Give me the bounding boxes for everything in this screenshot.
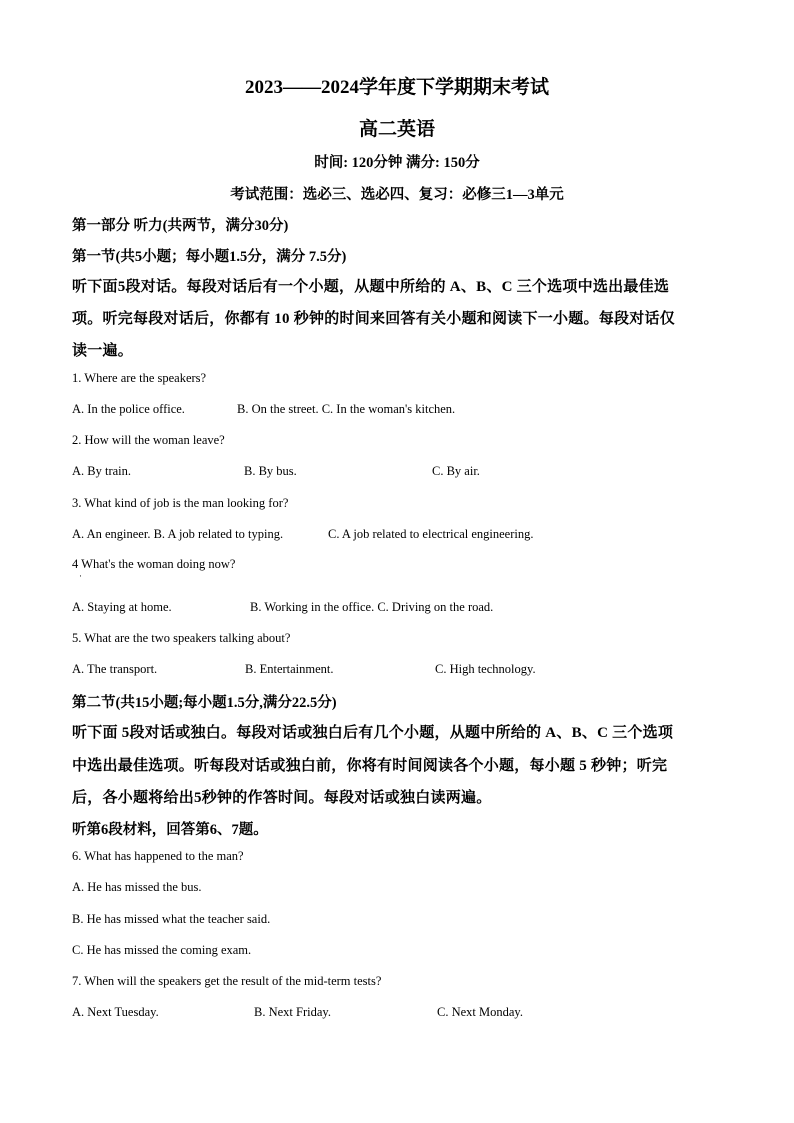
section1-title: 第一节(共5小题；每小题1.5分，满分 7.5分): [72, 249, 347, 265]
question-option: A. By train.: [72, 464, 132, 478]
subject-title: 高二英语: [358, 119, 435, 140]
section2-instruction-line: 后，各小题将给出5秒钟的作答时间。每段对话或独白读两遍。: [72, 790, 492, 806]
question-option: C. A job related to electrical engineering.: [328, 527, 534, 541]
question-option: A. Next Tuesday.: [72, 1005, 159, 1019]
question-option: B. He has missed what the teacher said.: [72, 912, 271, 926]
stray-dot-mark: ·: [79, 571, 82, 581]
question-option: B. Entertainment.: [245, 662, 334, 676]
question-option: B. Working in the office. C. Driving on the road.: [250, 600, 494, 614]
question-stem: 6. What has happened to the man?: [72, 849, 244, 863]
material-header: 听第6段材料，回答第6、7题。: [72, 822, 268, 838]
question-option: B. On the street. C. In the woman's kitchen.: [237, 402, 456, 416]
exam-title: 2023——2024学年度下学期期末考试: [244, 77, 549, 98]
question-option: A. An engineer. B. A job related to typing.: [72, 527, 284, 541]
question-option: C. High technology.: [435, 662, 536, 676]
section2-instruction-line: 听下面 5段对话或独白。每段对话或独白后有几个小题，从题中所给的 A、B、C 三个选项: [72, 725, 674, 741]
section1-instruction-line: 读一遍。: [72, 343, 134, 359]
question-option: A. Staying at home.: [72, 600, 172, 614]
time-info: 时间: 120分钟 满分: 150分: [314, 155, 480, 171]
question-option: A. In the police office.: [72, 402, 185, 416]
section2-instruction-line: 中选出最佳选项。听每段对话或独白前，你将有时间阅读各个小题，每小题 5 秒钟；听完: [72, 758, 668, 774]
question-stem: 5. What are the two speakers talking about?: [72, 631, 291, 645]
section1-instruction-line: 项。听完每段对话后，你都有 10 秒钟的时间来回答有关小题和阅读下一小题。每段对话仅: [72, 311, 676, 327]
question-stem: 1. Where are the speakers?: [72, 371, 207, 385]
question-option: C. Next Monday.: [437, 1005, 523, 1019]
question-option: A. He has missed the bus.: [72, 880, 202, 894]
question-stem: 4 What's the woman doing now?: [72, 557, 236, 571]
question-stem: 7. When will the speakers get the result of the mid-term tests?: [72, 974, 382, 988]
question-option: A. The transport.: [72, 662, 158, 676]
question-stem: 2. How will the woman leave?: [72, 433, 225, 447]
section2-title: 第二节(共15小题;每小题1.5分,满分22.5分): [72, 695, 337, 711]
question-stem: 3. What kind of job is the man looking for?: [72, 496, 289, 510]
question-option: C. By air.: [432, 464, 480, 478]
question-option: B. Next Friday.: [254, 1005, 331, 1019]
part1-title: 第一部分 听力(共两节，满分30分): [72, 218, 289, 234]
question-option: B. By bus.: [244, 464, 297, 478]
question-option: C. He has missed the coming exam.: [72, 943, 252, 957]
exam-scope: 考试范围：选必三、选必四、复习：必修三1—3单元: [230, 187, 564, 203]
section1-instruction-line: 听下面5段对话。每段对话后有一个小题，从题中所给的 A、B、C 三个选项中选出最佳选: [72, 279, 670, 295]
